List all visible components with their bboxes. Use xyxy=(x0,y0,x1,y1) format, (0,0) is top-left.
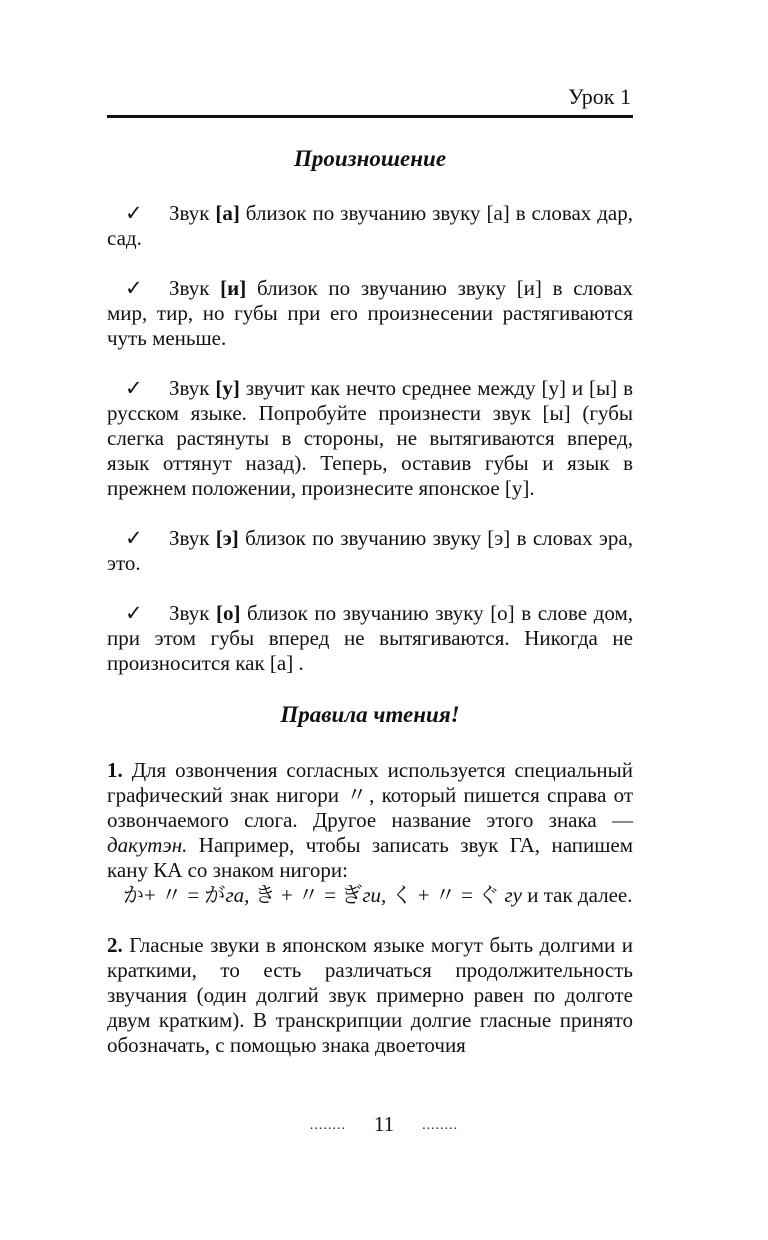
section-title-reading-rules: Правила чтения! xyxy=(280,702,460,727)
checkmark-icon: ✓ xyxy=(125,201,143,225)
pronunciation-item-i: ✓ Звук [и] близок по звучанию звуку [и] в словах мир, тир, но губы при его произнесении растягиваются чуть меньше. xyxy=(107,276,634,350)
page-footer xyxy=(0,1112,768,1138)
page-content xyxy=(107,140,633,1083)
sound-symbol: [э] xyxy=(215,526,239,550)
pronunciation-item-o: ✓ Звук [о] близок по звучанию звуку [о] в слове дом, при этом губы вперед не вытягиваются. Никогда не произносится как [а] . xyxy=(107,601,633,675)
rule-number: 2. xyxy=(107,933,123,957)
sound-symbol: [о] xyxy=(215,601,241,625)
checkmark-icon: ✓ xyxy=(125,601,143,625)
pronunciation-item-u: ✓ Звук [у] звучит как нечто среднее между [у] и [ы] в русском языке. Попробуйте произнести звук [ы] (губы слегка растянуты в стороны, не вытягиваются вперед, язык оттянут назад). Теперь, оставив губы и язык в прежнем положении, произнесите японское [у]. xyxy=(107,376,633,500)
header-rule xyxy=(107,115,633,118)
checkmark-icon: ✓ xyxy=(125,526,143,550)
running-header xyxy=(107,84,631,110)
checkmark-icon: ✓ xyxy=(125,276,143,300)
rule-number: 1. xyxy=(107,758,123,782)
checkmark-icon: ✓ xyxy=(125,376,143,400)
term-dakuten: дакутэн. xyxy=(107,833,188,857)
reading-rule-1: 1. Для озвончения согласных используется специальный графический знак нигори 〃, который пишется справа от озвончаемого слога. Другое название этого знака — дакутэн. Например, чтобы записать звук ГА, напишем кану КА со знаком нигори: か+ 〃 = がга, き + 〃 = ぎги, く + 〃 = ぐ гу и так далее. xyxy=(107,758,634,907)
pronunciation-item-a: ✓ Звук [а] близок по звучанию звуку [а] в словах дар, сад. xyxy=(107,201,634,250)
sound-symbol: [у] xyxy=(215,376,240,400)
footer-dots-left: ........ xyxy=(309,1118,346,1134)
pronunciation-item-e: ✓ Звук [э] близок по звучанию звуку [э] в словах эра, это. xyxy=(107,526,633,575)
lesson-label: Урок 1 xyxy=(568,84,631,109)
sound-symbol: [и] xyxy=(220,276,247,300)
page-number: 11 xyxy=(373,1112,395,1136)
reading-rule-2: 2. Гласные звуки в японском языке могут быть долгими и краткими, то есть различаться продолжительность звучания (один долгий звук примерно равен по долготе двум кратким). В транскрипции долгие гласные принято обозначать, с помощью знака двоеточия xyxy=(107,933,633,1057)
nigori-example: か+ 〃 = がга, き + 〃 = ぎги, く + 〃 = ぐ гу и так далее. xyxy=(123,883,633,907)
nigori-mark: 〃 xyxy=(346,783,370,807)
sound-symbol: [а] xyxy=(215,201,240,225)
section-title-pronunciation: Произношение xyxy=(293,146,447,171)
footer-dots-right: ........ xyxy=(422,1118,459,1134)
